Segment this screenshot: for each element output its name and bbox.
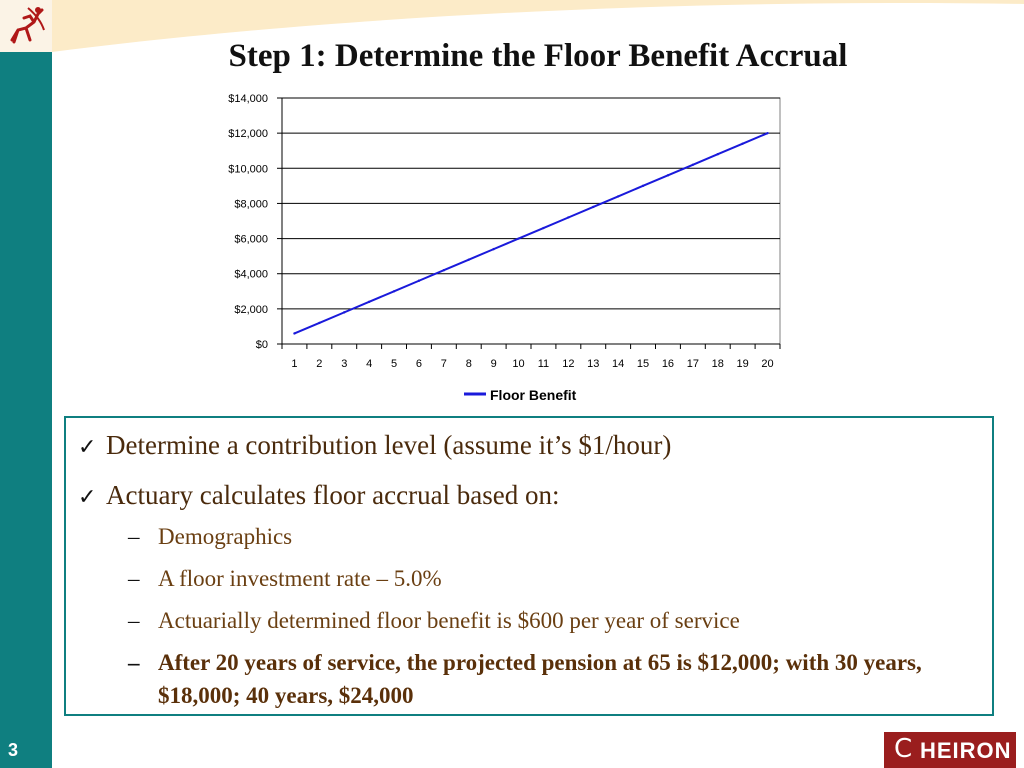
y-tick-label: $8,000 — [234, 198, 268, 211]
data-point — [567, 216, 569, 218]
y-tick-label: $10,000 — [228, 163, 268, 176]
x-tick-label: 6 — [415, 358, 423, 370]
brand-name: HEIRON — [920, 738, 1012, 763]
sub-bullet-item — [128, 646, 968, 712]
bullet-box — [64, 416, 994, 716]
data-point — [393, 290, 395, 292]
x-tick-label: 11 — [537, 358, 550, 370]
slide-title: Step 1: Determine the Floor Benefit Accrual — [228, 38, 848, 74]
y-tick-label: $14,000 — [228, 93, 268, 105]
data-point — [418, 280, 420, 282]
data-point — [592, 206, 594, 208]
x-tick-label: 4 — [366, 358, 373, 370]
x-tick-label: 10 — [512, 358, 525, 370]
data-point — [293, 332, 295, 334]
data-point — [318, 322, 320, 324]
x-tick-label: 19 — [736, 358, 749, 370]
bullet-text: Actuary calculates floor accrual based on: — [106, 480, 560, 510]
y-tick-label: $6,000 — [234, 233, 268, 246]
x-tick-label: 17 — [686, 358, 699, 370]
brand-logo — [884, 732, 1016, 768]
data-point — [492, 248, 494, 250]
data-point — [443, 269, 445, 271]
y-tick-label: $12,000 — [228, 128, 268, 141]
sub-bullet-text: Demographics — [158, 524, 293, 549]
dash-marker: – — [128, 566, 140, 591]
data-point — [717, 153, 719, 155]
checkmark-icon: ✓ — [78, 435, 97, 460]
dash-marker: – — [128, 650, 140, 675]
data-point — [617, 195, 619, 197]
data-point — [741, 142, 743, 144]
checkmark-icon: ✓ — [78, 485, 97, 510]
legend-label: Floor Benefit — [490, 387, 577, 403]
series-line-floor-benefit — [294, 133, 767, 333]
data-point — [368, 301, 370, 303]
bullet-item — [78, 480, 560, 511]
x-tick-label: 15 — [636, 358, 650, 370]
x-tick-label: 13 — [587, 358, 600, 370]
sub-bullet-item — [128, 608, 740, 634]
data-point — [468, 258, 470, 260]
page-number: 3 — [8, 740, 19, 760]
sub-bullet-text: After 20 years of service, the projected pension at 65 is $12,000; with 30 years, $18,000; 40 years, $24,000 — [158, 650, 922, 708]
sub-bullet-text: A floor investment rate – 5.0% — [158, 566, 442, 591]
data-point — [343, 311, 345, 313]
y-tick-label: $4,000 — [234, 268, 268, 281]
data-point — [667, 174, 669, 176]
bullet-text: Determine a contribution level (assume it’s $1/hour) — [106, 430, 672, 460]
y-tick-label: $0 — [255, 339, 268, 351]
x-tick-label: 1 — [291, 358, 298, 370]
x-tick-label: 7 — [440, 358, 447, 370]
x-tick-label: 18 — [711, 358, 724, 370]
x-tick-label: 3 — [341, 358, 348, 370]
x-tick-label: 16 — [661, 358, 675, 370]
sub-bullet-item — [128, 524, 292, 550]
sub-bullet-item — [128, 566, 442, 592]
x-tick-label: 14 — [612, 358, 625, 370]
dash-marker: – — [128, 608, 140, 633]
data-point — [642, 185, 644, 187]
bullet-item — [78, 430, 671, 461]
sub-bullet-text: Actuarially determined floor benefit is $600 per year of service — [158, 608, 740, 633]
data-point — [517, 237, 519, 239]
y-tick-label: $2,000 — [234, 303, 268, 316]
x-tick-label: 9 — [490, 358, 497, 370]
dash-marker: – — [128, 524, 140, 549]
x-tick-label: 2 — [316, 358, 323, 370]
heiron-c-icon: C — [894, 734, 913, 764]
x-tick-label: 20 — [761, 358, 774, 370]
x-tick-label: 5 — [390, 358, 398, 370]
data-point — [542, 227, 544, 229]
data-point — [692, 164, 694, 166]
x-tick-label: 12 — [562, 358, 575, 370]
x-tick-label: 8 — [465, 358, 472, 370]
data-point — [766, 132, 768, 134]
